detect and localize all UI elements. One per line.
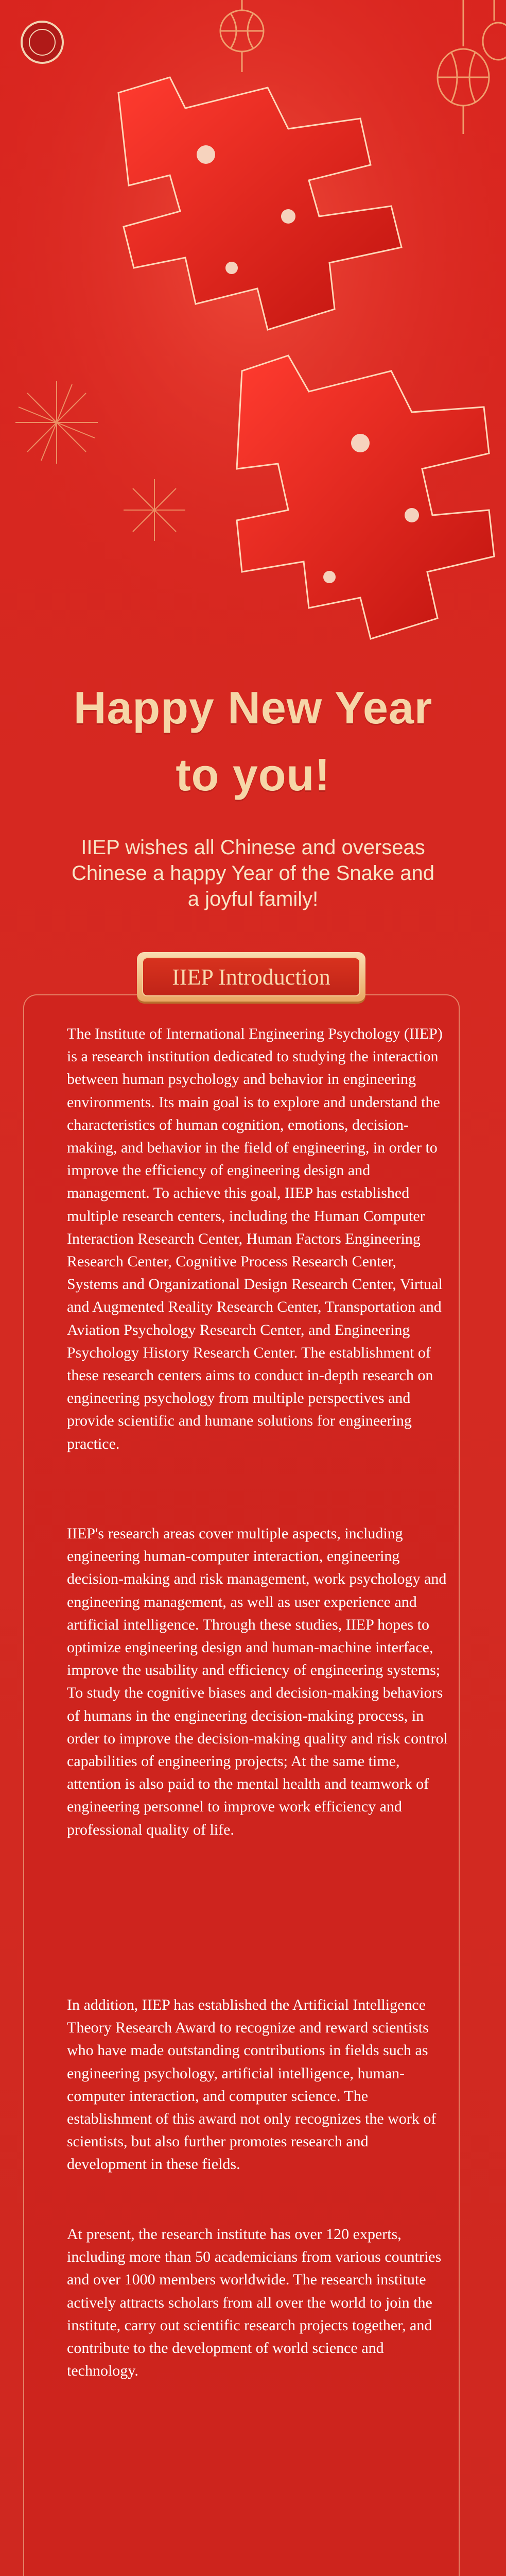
greeting-title-line1: Happy New Year: [73, 682, 433, 733]
intro-paragraph: At present, the research institute has over 120 experts, including more than 50 academicians from various countries and over 1000 members worldwide. The research institute actively attracts scholars from all over the world to join the institute, carry out scientific research projects together, and contribute to the development of world science and technology.: [67, 2226, 442, 2380]
intro-paragraph: IIEP's research areas cover multiple aspects, including engineering human-computer interaction, engineering decision-making and risk management, work psychology and engineering management, as well as user experience and artificial intelligence. Through these studies, IIEP hopes to optimize engineering design and human-machine interface, improve the usability and efficiency of engineering systems; To study the cognitive biases and decision-making behaviors of humans in the engineering decision-making process, in order to improve the decision-making quality and risk control capabilities of engineering projects; At the same time, attention is also paid to the mental health and teamwork of engineering personnel to improve work efficiency and professional quality of life.: [67, 1525, 448, 1838]
intro-heading: IIEP Introduction: [142, 957, 360, 996]
firework-icon: [360, 2571, 412, 2576]
greeting-subtitle: IIEP wishes all Chinese and overseas Chinese a happy Year of the Snake and a joyful family!: [72, 836, 434, 910]
hero-illustration: [0, 0, 506, 696]
intro-heading-badge: [137, 952, 365, 1002]
intro-paragraph: In addition, IIEP has established the Artificial Intelligence Theory Research Award to recognize and reward scientists who have made outstanding contributions in fields such as engineering psychology, artificial intelligence, human-computer interaction, and computer science. The establishment of this award not only recognizes the work of scientists, but also further promotes research and development in these fields.: [67, 1996, 437, 2173]
greeting-title-line2: to you!: [176, 749, 330, 800]
logo-emblem: [21, 21, 64, 64]
intro-paragraph: The Institute of International Engineering Psychology (IIEP) is a research institution dedicated to studying the interaction between human psychology and behavior in engineering environments. Its main goal is to explore and understand the characteristics of human cognition, emotions, decision-making, and behavior in the field of engineering, in order to improve the efficiency of engineering design and management. To achieve this goal, IIEP has established multiple research centers, including the Human Computer Interaction Research Center, Human Factors Engineering Research Center, Cognitive Process Research Center, Systems and Organizational Design Research Center, Virtual and Augmented Reality Research Center, Transportation and Aviation Psychology Research Center, and Engineering Psychology History Research Center. The establishment of these research centers aims to conduct in-depth research on engineering psychology from multiple perspectives and provide scientific and humane solutions for engineering practice.: [67, 1025, 443, 1452]
